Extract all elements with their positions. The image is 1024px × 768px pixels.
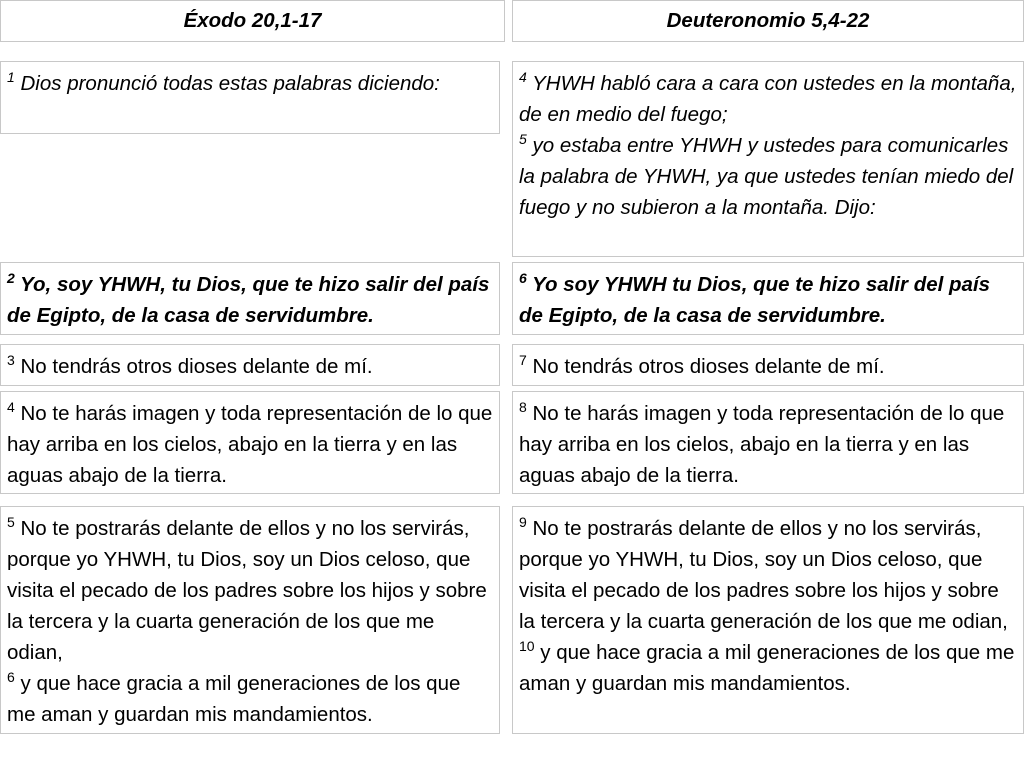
verse-text: No tendrás otros dioses delante de mí. <box>532 355 885 378</box>
verse-text: No te postrarás delante de ellos y no los servirás, porque yo YHWH, tu Dios, soy un Dios celoso, que visita el pecado de los padres sobre los hijos y sobre la tercera y la cuarta generación de los que me odian, <box>519 517 1008 633</box>
verse-number: 7 <box>519 352 527 369</box>
verse-paragraph <box>519 513 1017 637</box>
verse-text: Yo, soy YHWH, tu Dios, que te hizo salir del país de Egipto, de la casa de servidumbre. <box>7 273 490 327</box>
verse-text: Yo soy YHWH tu Dios, que te hizo salir del país de Egipto, de la casa de servidumbre. <box>519 273 991 327</box>
deuteronomy-block-4 <box>512 391 1024 494</box>
verse-text: No te harás imagen y toda representación de lo que hay arriba en los cielos, abajo en la tierra y en las aguas abajo de la tierra. <box>519 402 1005 487</box>
verse-paragraph <box>519 130 1017 223</box>
exodus-block-4 <box>0 391 500 494</box>
exodus-block-3 <box>0 344 500 386</box>
verse-number: 1 <box>7 69 15 86</box>
exodus-block-2 <box>0 262 500 335</box>
deuteronomy-block-1 <box>512 61 1024 257</box>
verse-paragraph <box>519 637 1017 699</box>
exodus-block-1 <box>0 61 500 134</box>
verse-paragraph <box>7 513 493 668</box>
verse-number: 2 <box>7 270 15 287</box>
verse-number: 4 <box>519 69 527 86</box>
verse-number: 3 <box>7 352 15 369</box>
verse-number: 6 <box>7 669 15 686</box>
verse-text: y que hace gracia a mil generaciones de los que me aman y guardan mis mandamientos. <box>519 641 1015 695</box>
verse-number: 10 <box>519 638 535 655</box>
verse-number: 5 <box>7 514 15 531</box>
deuteronomy-block-2 <box>512 262 1024 335</box>
deuteronomy-block-5 <box>512 506 1024 734</box>
verse-paragraph <box>7 668 493 730</box>
verse-number: 8 <box>519 399 527 416</box>
column-header-exodus: Éxodo 20,1-17 <box>0 0 505 42</box>
verse-paragraph <box>519 68 1017 130</box>
exodus-block-5 <box>0 506 500 734</box>
verse-number: 5 <box>519 131 527 148</box>
column-header-deuteronomy: Deuteronomio 5,4-22 <box>512 0 1024 42</box>
verse-number: 6 <box>519 270 527 287</box>
verse-text: No tendrás otros dioses delante de mí. <box>20 355 373 378</box>
verse-text: Dios pronunció todas estas palabras diciendo: <box>20 72 440 95</box>
verse-number: 9 <box>519 514 527 531</box>
verse-text: YHWH habló cara a cara con ustedes en la montaña, de en medio del fuego; <box>519 72 1017 126</box>
verse-text: y que hace gracia a mil generaciones de los que me aman y guardan mis mandamientos. <box>7 672 461 726</box>
verse-text: No te postrarás delante de ellos y no los servirás, porque yo YHWH, tu Dios, soy un Dios celoso, que visita el pecado de los padres sobre los hijos y sobre la tercera y la cuarta generación de los que me odian, <box>7 517 487 664</box>
verse-number: 4 <box>7 399 15 416</box>
deuteronomy-block-3 <box>512 344 1024 386</box>
verse-text: No te harás imagen y toda representación de lo que hay arriba en los cielos, abajo en la tierra y en las aguas abajo de la tierra. <box>7 402 493 487</box>
verse-text: yo estaba entre YHWH y ustedes para comunicarles la palabra de YHWH, ya que ustedes tenían miedo del fuego y no subieron a la montaña. Dijo: <box>519 134 1014 219</box>
